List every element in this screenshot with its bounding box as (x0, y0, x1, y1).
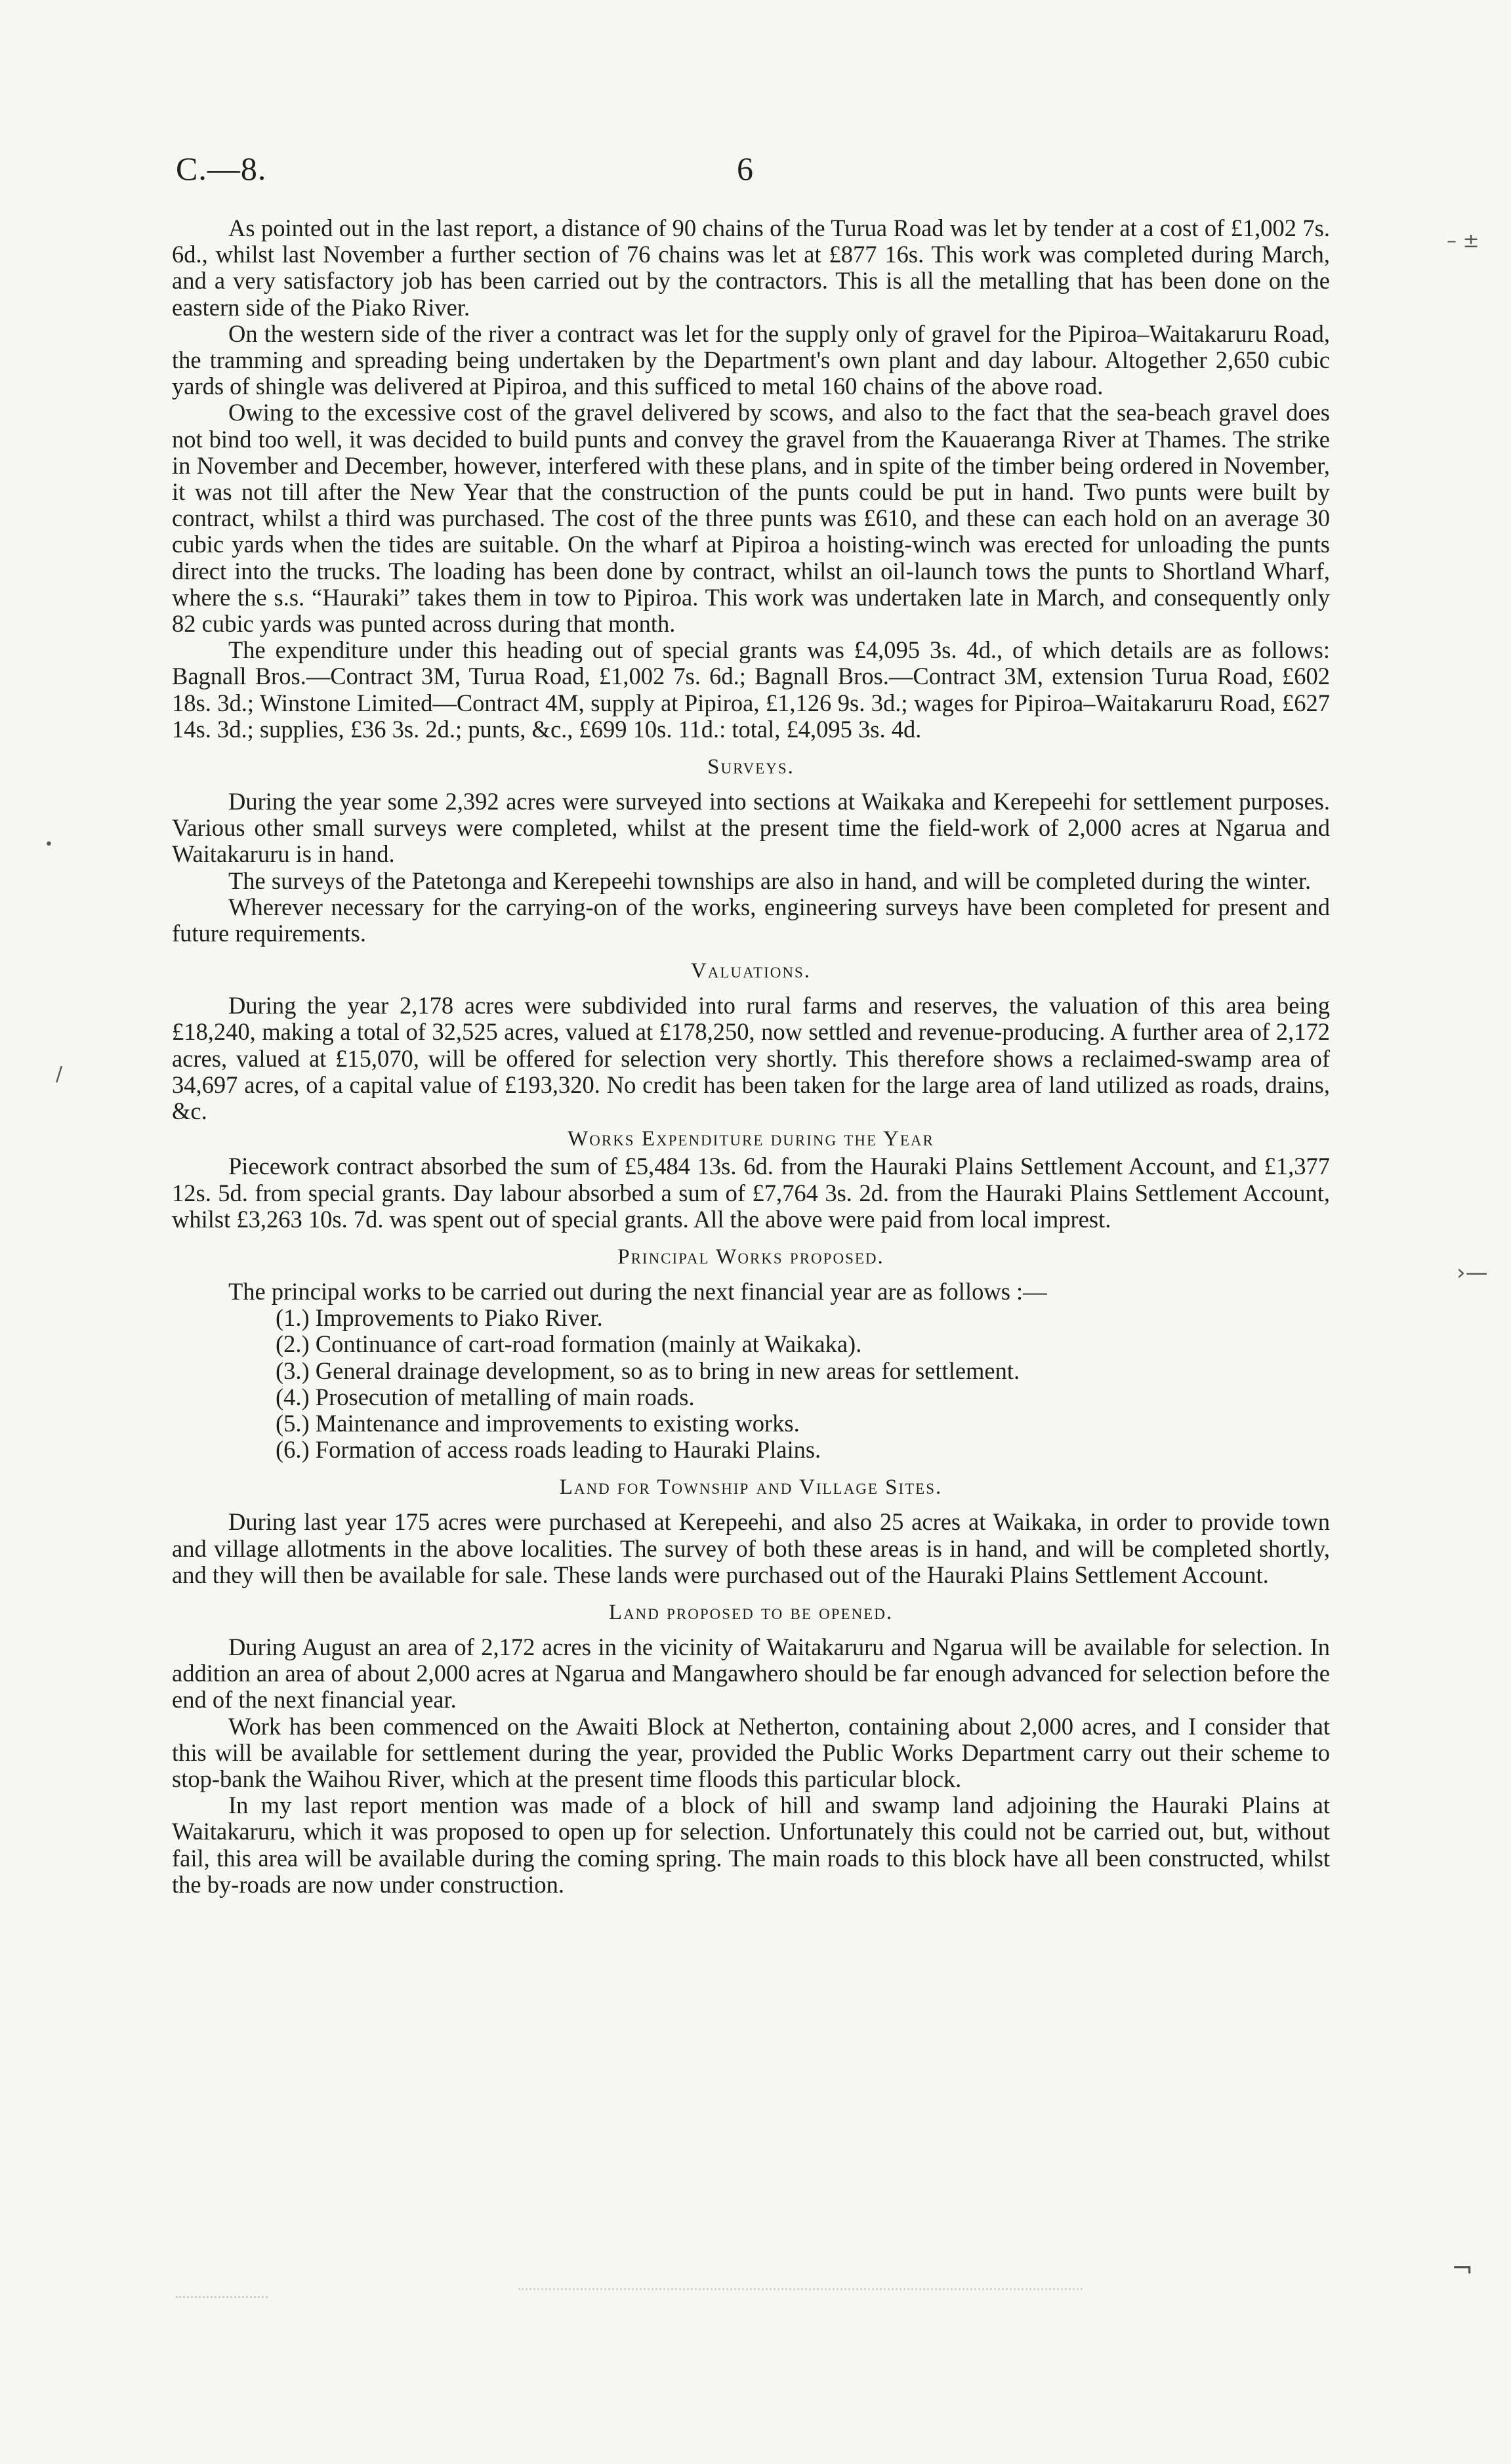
principal-works-list (172, 1305, 1330, 1463)
document-reference: C.—8. (176, 150, 267, 187)
heading-works-expenditure: Works Expenditure during the Year (568, 1127, 934, 1151)
paragraph-pipiroa-gravel: On the western side of the river a contract was let for the supply only of gravel for the Pipiroa–Waitakaruru Road, the tramming and spreading being undertaken by the Department's own plant and day labour. Altogether 2,650 cubic yards of shingle was delivered at Pipiroa, and this sufficed to metal 160 chains of the above road. (172, 319, 1330, 400)
list-item: (2.) Continuance of cart-road formation (mainly at Waikaka). (276, 1330, 862, 1358)
paragraph-land-proposed-2: Work has been commenced on the Awaiti Block at Netherton, containing about 2,000 acres, and I consider that this will be available for settlement during the year, provided the Public Works Department carry out their scheme to stop-bank the Waihou River, which at the present time floods this particular block. (172, 1712, 1330, 1792)
heading-land-proposed: Land proposed to be opened. (608, 1600, 894, 1624)
list-item: (6.) Formation of access roads leading to Hauraki Plains. (276, 1436, 821, 1464)
paragraph-land-proposed-1: During August an area of 2,172 acres in the vicinity of Waitakaruru and Ngarua will be available for selection. In addition an area of about 2,000 acres at Ngarua and Mangawhero should be far enough advanced for selection before the end of the next financial year. (172, 1633, 1330, 1714)
margin-mark-icon: – ± (1447, 230, 1480, 253)
paragraph-surveys-3: Wherever necessary for the carrying-on of the works, engineering surveys have been completed for present and future requirements. (172, 893, 1330, 947)
margin-mark-icon: ›— (1457, 1260, 1488, 1286)
margin-mark-icon: ¬ (1451, 2253, 1474, 2284)
page-number: 6 (737, 150, 753, 187)
paragraph-land-township: During last year 175 acres were purchased at Kerepeehi, and also 25 acres at Waikaka, in order to provide town and village allotments in the above localities. The survey of both these areas is in hand, and will be completed shortly, and they will then be available for sale. These lands were purchased out of the Hauraki Plains Settlement Account. (172, 1508, 1330, 1588)
paragraph-land-proposed-3: In my last report mention was made of a block of hill and swamp land adjoining the Hauraki Plains at Waitakaruru, which it was proposed to open up for selection. Unfortunately this could not be carried out, but, without fail, this area will be available during the coming spring. The main roads to this block have all been constructed, whilst the by-roads are now under construction. (172, 1792, 1330, 1898)
paragraph-surveys-1: During the year some 2,392 acres were surveyed into sections at Waikaka and Kerepeehi for settlement purposes. Various other small surveys were completed, whilst at the present time the field-work of 2,000 acres at Ngarua and Waitakaruru is in hand. (172, 788, 1330, 868)
paragraph-turua-road: As pointed out in the last report, a distance of 90 chains of the Turua Road was let by tender at a cost of £1,002 7s. 6d., whilst last November a further section of 76 chains was let at £877 16s. This work was completed during March, and a very satisfactory job has been carried out by the contractors. This is all the metalling that has been done on the eastern side of the Piako River. (172, 215, 1330, 321)
paragraph-principal-works-intro: The principal works to be carried out during the next financial year are as follows :— (228, 1277, 1047, 1305)
paragraph-expenditure-details: The expenditure under this heading out of special grants was £4,095 3s. 4d., of which details are as follows: Bagnall Bros.—Contract 3M, Turua Road, £1,002 7s. 6d.; Bagnall Bros.—Contract 3M, extension Turua Road, £602 18s. 3d.; Winstone Limited—Contract 4M, supply at Pipiroa, £1,126 9s. 3d.; wages for Pipiroa–Waitakaruru Road, £627 14s. 3d.; supplies, £36 3s. 2d.; punts, &c., £699 10s. 11d.: total, £4,095 3s. 4d. (172, 636, 1330, 743)
paragraph-surveys-2: The surveys of the Patetonga and Kerepeehi townships are also in hand, and will be completed during the winter. (228, 867, 1312, 894)
margin-mark-icon: / (56, 1063, 63, 1086)
margin-mark-icon: • (45, 836, 53, 853)
paragraph-valuations: During the year 2,178 acres were subdivided into rural farms and reserves, the valuation of this area being £18,240, making a total of 32,525 acres, valued at £178,250, now settled and revenue-producing. A further area of 2,172 acres, valued at £15,070, will be offered for selection very shortly. This therefore shows a reclaimed-swamp area of 34,697 acres, of a capital value of £193,320. No credit has been taken for the large area of land utilized as roads, drains, &c. (172, 992, 1330, 1125)
scan-speckle (518, 2274, 1083, 2290)
list-item: (5.) Maintenance and improvements to existing works. (276, 1409, 800, 1437)
scan-speckle (176, 2289, 268, 2298)
list-item: (3.) General drainage development, so as to bring in new areas for settlement. (276, 1357, 1020, 1384)
paragraph-punts: Owing to the excessive cost of the gravel delivered by scows, and also to the fact that the sea-beach gravel does not bind too well, it was decided to build punts and convey the gravel from the Kauaeranga River at Thames. The strike in November and December, however, interfered with these plans, and in spite of the timber being ordered in November, it was not till after the New Year that the construction of the punts could be put in hand. Two punts were built by contract, whilst a third was purchased. The cost of the three punts was £610, and these can each hold on an average 30 cubic yards when the tides are suitable. On the wharf at Pipiroa a hoisting-winch was erected for unloading the punts direct into the trucks. The loading has been done by contract, whilst an oil-launch tows the punts to Shortland Wharf, where the s.s. “Hauraki” takes them in tow to Pipiroa. This work was undertaken late in March, and consequently only 82 cubic yards was punted across during that month. (172, 399, 1330, 638)
heading-valuations: Valuations. (690, 959, 812, 983)
page-header (176, 150, 1344, 195)
heading-principal-works: Principal Works proposed. (617, 1244, 884, 1269)
page-body (172, 215, 1330, 1898)
heading-land-township: Land for Township and Village Sites. (559, 1475, 943, 1500)
list-item: (1.) Improvements to Piako River. (276, 1304, 603, 1332)
heading-surveys: Surveys. (707, 755, 795, 779)
list-item: (4.) Prosecution of metalling of main roads. (276, 1383, 695, 1410)
paragraph-works-expenditure: Piecework contract absorbed the sum of £5,484 13s. 6d. from the Hauraki Plains Settlement Account, and £1,377 12s. 5d. from special grants. Day labour absorbed a sum of £7,764 3s. 2d. from the Hauraki Plains Settlement Account, whilst £3,263 10s. 7d. was spent out of special grants. All the above were paid from local imprest. (172, 1153, 1330, 1233)
